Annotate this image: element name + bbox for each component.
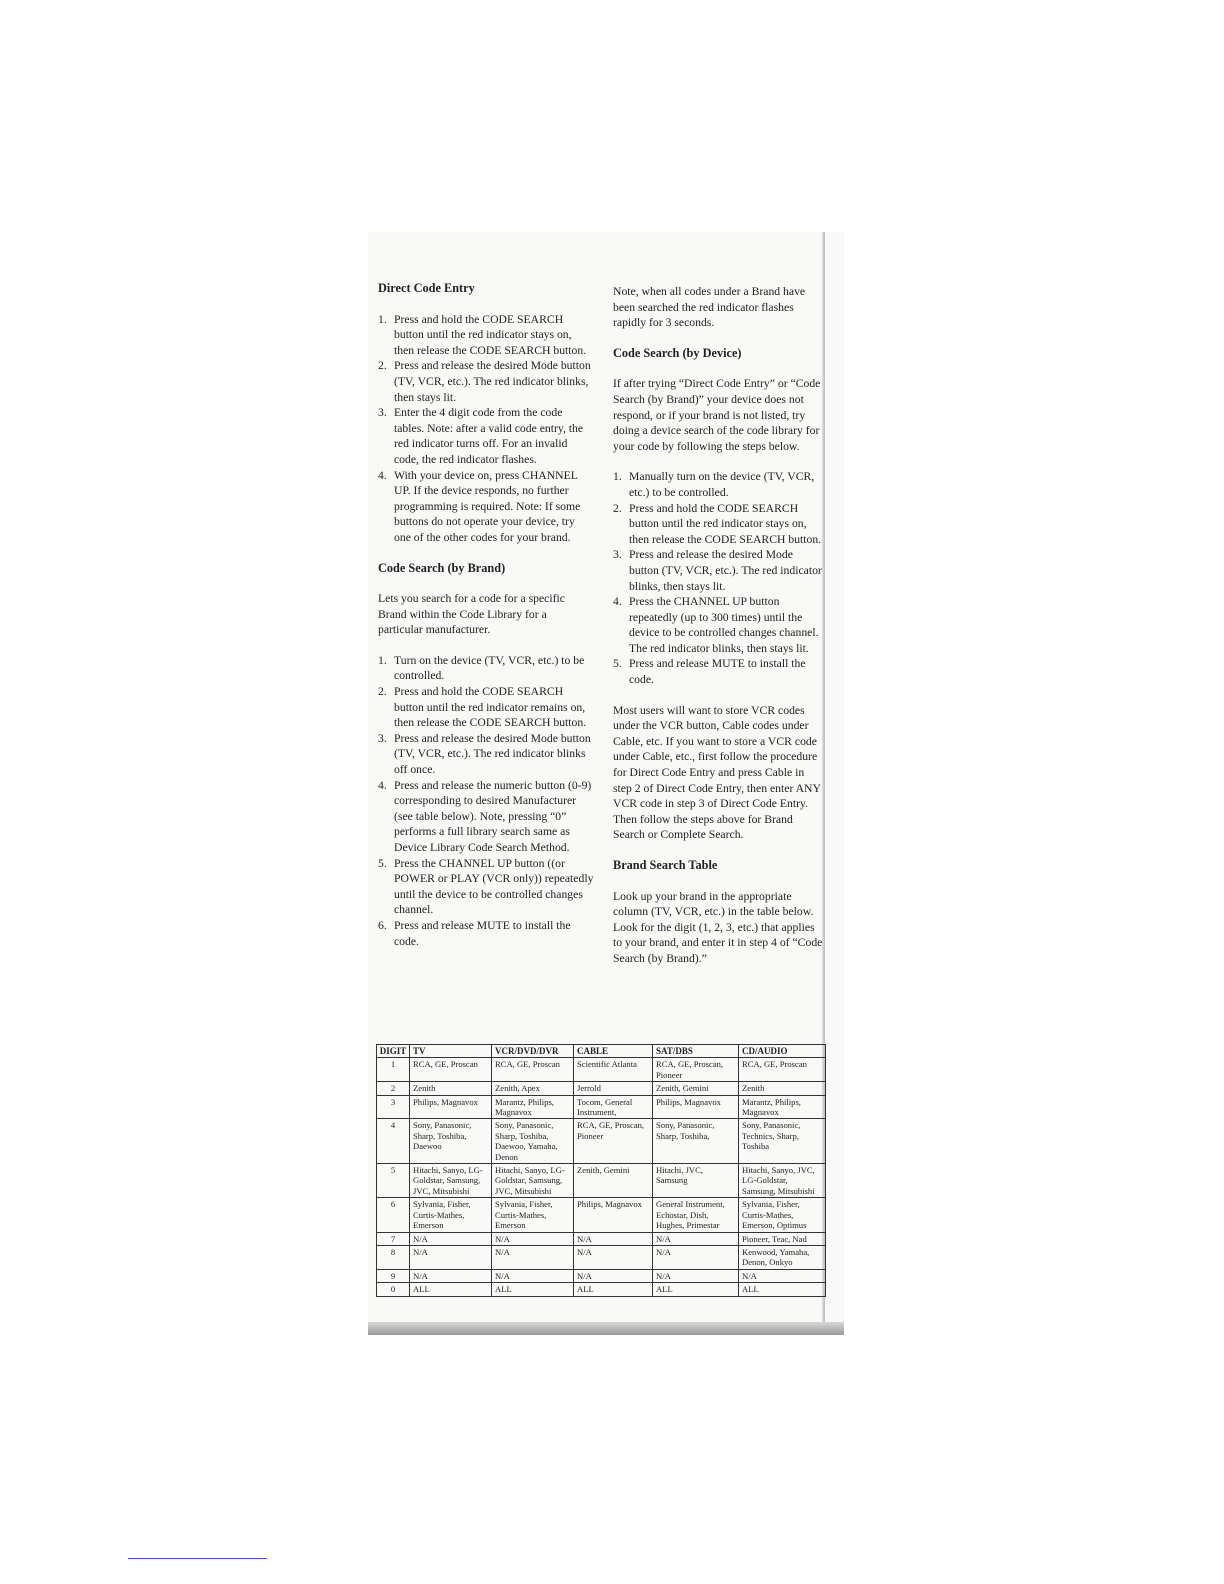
table-cell: ALL	[492, 1283, 574, 1296]
table-cell: 0	[377, 1283, 410, 1296]
table-cell: Sylvania, Fisher, Curtis-Mathes, Emerson	[410, 1198, 492, 1232]
table-cell: N/A	[653, 1245, 739, 1269]
list-item: 6. Press and release MUTE to install the code.	[378, 918, 571, 948]
table-cell: Marantz, Philips, Magnavox	[739, 1095, 826, 1119]
table-row	[377, 1082, 826, 1095]
table-row	[377, 1269, 826, 1282]
table-cell: N/A	[653, 1269, 739, 1282]
table-cell: Kenwood, Yamaha, Denon, Onkyo	[739, 1245, 826, 1269]
table-cell: ALL	[653, 1283, 739, 1296]
table-cell: Philips, Magnavox	[574, 1198, 653, 1232]
code-search-brand-heading: Code Search (by Brand)	[378, 560, 506, 575]
header-audio: CD/AUDIO	[739, 1045, 826, 1058]
brand-search-table-heading: Brand Search Table	[613, 858, 718, 872]
table-cell: N/A	[574, 1245, 653, 1269]
list-item: 3. Enter the 4 digit code from the code tables. Note: after a valid code entry, the red indicator turns off. For an invalid code, the red indicator flashes.	[378, 406, 584, 466]
code-search-device-heading: Code Search (by Device)	[613, 345, 742, 360]
list-item: 1. Press and hold the CODE SEARCH button until the red indicator stays on, then release the CODE SEARCH button.	[378, 312, 587, 357]
table-header-row	[377, 1045, 826, 1058]
table-cell: Zenith, Apex	[492, 1082, 574, 1095]
direct-code-entry-steps	[378, 312, 594, 546]
header-vcr: VCR/DVD/DVR	[492, 1045, 574, 1058]
table-cell: N/A	[410, 1232, 492, 1245]
storage-note: Most users will want to store VCR codes under the VCR button, Cable codes under Cable, etc. If you want to store a VCR code under Cable, etc., first follow the procedure for Direct Code Entry and press Cable in step 2 of Direct Code Entry, then enter ANY VCR code in step 3 of Direct Code Entry. Then follow the steps above for Brand Search or Complete Search.	[613, 703, 821, 842]
list-item: 5. Press and release MUTE to install the code.	[613, 657, 806, 687]
table-cell: Sylvania, Fisher, Curtis-Mathes, Emerson, Optimus	[739, 1198, 826, 1232]
table-row	[377, 1119, 826, 1164]
table-row	[377, 1164, 826, 1198]
brand-search-table	[376, 1044, 826, 1297]
table-cell: ALL	[739, 1283, 826, 1296]
list-item: 4. Press and release the numeric button (0-9) corresponding to desired Manufacturer (see table below). Note, pressing “0” performs a full library search same as Device Library Code Search Method.	[378, 778, 592, 854]
table-cell: 4	[377, 1119, 410, 1164]
table-cell: RCA, GE, Proscan	[410, 1058, 492, 1082]
code-search-brand-steps	[378, 653, 594, 949]
table-cell: Jerrold	[574, 1082, 653, 1095]
table-cell: 9	[377, 1269, 410, 1282]
table-cell: Tocom, General Instrument,	[574, 1095, 653, 1119]
table-row	[377, 1232, 826, 1245]
header-sat: SAT/DBS	[653, 1045, 739, 1058]
table-cell: Zenith, Gemini	[653, 1082, 739, 1095]
table-cell: RCA, GE, Proscan, Pioneer	[653, 1058, 739, 1082]
table-cell: RCA, GE, Proscan	[739, 1058, 826, 1082]
table-cell: Scientific Atlanta	[574, 1058, 653, 1082]
brand-search-table-intro: Look up your brand in the appropriate column (TV, VCR, etc.) in the table below. Look for the digit (1, 2, 3, etc.) that applies to your brand, and enter it in step 4 of “Code Search (by Brand).”	[613, 889, 823, 965]
table-row	[377, 1095, 826, 1119]
direct-code-entry-heading: Direct Code Entry	[378, 281, 475, 295]
table-cell: ALL	[574, 1283, 653, 1296]
table-cell: Pioneer, Teac, Nad	[739, 1232, 826, 1245]
table-cell: Zenith, Gemini	[574, 1164, 653, 1198]
table-cell: 3	[377, 1095, 410, 1119]
table-cell: 6	[377, 1198, 410, 1232]
left-column	[378, 281, 594, 964]
table-cell: RCA, GE, Proscan, Pioneer	[574, 1119, 653, 1164]
header-tv: TV	[410, 1045, 492, 1058]
list-item: 4. Press the CHANNEL UP button repeatedly (up to 300 times) until the device to be controlled changes channel. The red indicator blinks, then stays lit.	[613, 595, 819, 655]
table-cell: N/A	[492, 1269, 574, 1282]
table-cell: 8	[377, 1245, 410, 1269]
list-item: 2. Press and release the desired Mode button (TV, VCR, etc.). The red indicator blinks, then stays lit.	[378, 359, 591, 404]
table-cell: N/A	[574, 1269, 653, 1282]
table-cell: Marantz, Philips, Magnavox	[492, 1095, 574, 1119]
code-search-device-intro: If after trying “Direct Code Entry” or “Code Search (by Brand)” your device does not respond, or if your brand is not listed, try doing a device search of the code library for your code by following the steps below.	[613, 377, 821, 453]
code-search-device-steps	[613, 469, 825, 687]
table-cell: 5	[377, 1164, 410, 1198]
list-item: 2. Press and hold the CODE SEARCH button until the red indicator remains on, then release the CODE SEARCH button.	[378, 685, 587, 730]
table-cell: Sony, Panasonic, Sharp, Toshiba, Daewoo, Yamaha, Denon	[492, 1119, 574, 1164]
header-digit: DIGIT	[377, 1045, 410, 1058]
right-column	[613, 284, 825, 982]
table-cell: Hitachi, JVC, Samsung	[653, 1164, 739, 1198]
table-cell: Hitachi, Sanyo, JVC, LG-Goldstar, Samsung, Mitsubishi	[739, 1164, 826, 1198]
table-row	[377, 1245, 826, 1269]
table-cell: RCA, GE, Proscan	[492, 1058, 574, 1082]
list-item: 5. Press the CHANNEL UP button ((or POWER or PLAY (VCR only)) repeatedly until the device to be controlled changes channel.	[378, 856, 594, 917]
table-cell: Hitachi, Sanyo, LG-Goldstar, Samsung, JVC, Mitsubishi	[410, 1164, 492, 1198]
table-cell: Zenith	[739, 1082, 826, 1095]
table-cell: N/A	[653, 1232, 739, 1245]
table-cell: General Instrument, Echostar, Dish, Hughes, Primestar	[653, 1198, 739, 1232]
table-cell: N/A	[574, 1232, 653, 1245]
table-cell: Hitachi, Sanyo, LG-Goldstar, Samsung, JVC, Mitsubishi	[492, 1164, 574, 1198]
table-cell: Sony, Panasonic, Sharp, Toshiba,	[653, 1119, 739, 1164]
table-cell: N/A	[739, 1269, 826, 1282]
table-cell: N/A	[492, 1232, 574, 1245]
list-item: 1. Manually turn on the device (TV, VCR, etc.) to be controlled.	[613, 470, 815, 499]
table-cell: Sony, Panasonic, Sharp, Toshiba, Daewoo	[410, 1119, 492, 1164]
table-row	[377, 1283, 826, 1296]
table-cell: Sony, Panasonic, Technics, Sharp, Toshiba	[739, 1119, 826, 1164]
table-cell: Philips, Magnavox	[653, 1095, 739, 1119]
table-cell: 1	[377, 1058, 410, 1082]
list-item: 4. With your device on, press CHANNEL UP. If the device responds, no further programming is required. Note: If some buttons do not operate your device, try one of the other codes for your brand.	[378, 468, 581, 544]
table-row	[377, 1058, 826, 1082]
header-cable: CABLE	[574, 1045, 653, 1058]
table-cell: Philips, Magnavox	[410, 1095, 492, 1119]
page-bottom-shadow	[368, 1322, 844, 1335]
footnote-rule	[128, 1558, 267, 1559]
list-item: 1. Turn on the device (TV, VCR, etc.) to be controlled.	[378, 653, 585, 683]
list-item: 3. Press and release the desired Mode button (TV, VCR, etc.). The red indicator blinks off once.	[378, 731, 591, 777]
list-item: 2. Press and hold the CODE SEARCH button until the red indicator stays on, then release the CODE SEARCH button.	[613, 501, 822, 546]
table-cell: 2	[377, 1082, 410, 1095]
table-cell: N/A	[410, 1269, 492, 1282]
list-item: 3. Press and release the desired Mode button (TV, VCR, etc.). The red indicator blinks, then stays lit.	[613, 548, 822, 593]
code-search-brand-intro: Lets you search for a code for a specific Brand within the Code Library for a particular manufacturer.	[378, 592, 565, 637]
table-row	[377, 1198, 826, 1232]
table-body	[377, 1058, 826, 1296]
code-table	[376, 1044, 826, 1297]
table-cell: ALL	[410, 1283, 492, 1296]
brand-search-note: Note, when all codes under a Brand have been searched the red indicator flashes rapidly for 3 seconds.	[613, 285, 806, 330]
table-cell: N/A	[492, 1245, 574, 1269]
table-cell: N/A	[410, 1245, 492, 1269]
table-cell: Zenith	[410, 1082, 492, 1095]
table-cell: Sylvania, Fisher, Curtis-Mathes, Emerson	[492, 1198, 574, 1232]
table-cell: 7	[377, 1232, 410, 1245]
